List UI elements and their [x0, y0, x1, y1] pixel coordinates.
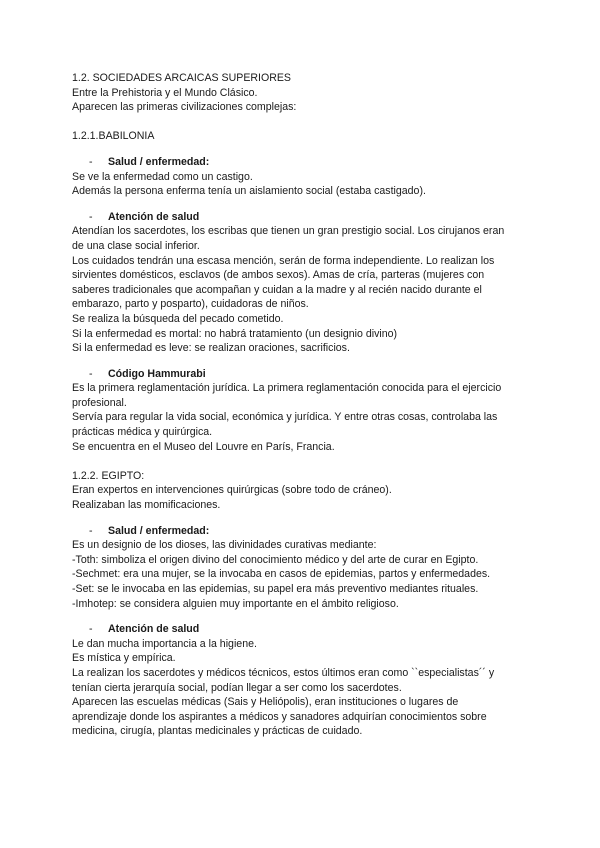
text-line: profesional.: [72, 396, 127, 409]
text-line: Los cuidados tendrán una escasa mención, serán de forma independiente. Lo realizan los: [72, 254, 495, 267]
text-line: Es la primera reglamentación jurídica. La primera reglamentación conocida para el ejercicio: [72, 382, 502, 395]
text-line: Se ve la enfermedad como un castigo.: [72, 170, 253, 183]
text-line: de una clase social inferior.: [72, 239, 200, 252]
subsection-title-babilonia: 1.2.1.BABILONIA: [72, 130, 155, 143]
text-line: Es mística y empírica.: [72, 652, 176, 665]
document-page: [72, 71, 532, 739]
bullet-dash: -: [89, 155, 93, 168]
text-line: Además la persona enferma tenía un aislamiento social (estaba castigado).: [72, 185, 426, 198]
text-line: sirvientes domésticos, esclavos (de ambos sexos). Amas de cría, parteras (mujeres con: [72, 269, 485, 282]
bullet-dash: -: [89, 524, 93, 537]
text-line: embarazo, parto y posparto), cuidadoras de niños.: [72, 298, 309, 311]
heading-text: Atención de salud: [108, 210, 200, 223]
text-line: prácticas médica y quirúrgica.: [72, 426, 213, 439]
bullet-heading-codigo: [72, 367, 532, 382]
text-line: medicina, cirugía, plantas medicinales y prácticas de cuidado.: [72, 725, 363, 738]
section-title: 1.2. SOCIEDADES ARCAICAS SUPERIORES: [72, 72, 292, 84]
paragraph-block: [72, 381, 532, 454]
heading-text: Atención de salud: [108, 623, 200, 636]
heading-text: Salud / enfermedad:: [108, 524, 210, 537]
bullet-heading-salud: [72, 155, 532, 170]
intro-text: Aparecen las primeras civilizaciones complejas:: [72, 101, 297, 114]
text-line: -Sechmet: era una mujer, se la invocaba en casos de epidemias, partos y enfermedades.: [72, 568, 491, 581]
paragraph-block: [72, 224, 532, 355]
text-line: -Toth: simboliza el origen divino del conocimiento médico y del arte de curar en Egipto.: [72, 553, 479, 566]
heading-text: Salud / enfermedad:: [108, 155, 210, 168]
bullet-heading-salud: [72, 524, 532, 539]
text-line: -Set: se le invocaba en las epidemias, su papel era más preventivo mediantes rituales.: [72, 583, 479, 595]
bullet-heading-atencion: [72, 210, 532, 225]
paragraph-block: [72, 538, 532, 611]
text-line: Atendían los sacerdotes, los escribas que tienen un gran prestigio social. Los cirujanos eran: [72, 225, 505, 238]
text-line: Se realiza la búsqueda del pecado cometido.: [72, 312, 284, 325]
text-line: Si la enfermedad es mortal: no habrá tratamiento (un designio divino): [72, 327, 398, 340]
text-line: -Imhotep: se considera alguien muy importante en el ámbito religioso.: [72, 597, 399, 610]
text-line: aprendizaje donde los aspirantes a médicos y sanadores adquirían conocimientos sobre: [72, 710, 487, 723]
text-line: saberes tradicionales que acompañan y cuidan a la madre y al recién nacido durante el: [72, 283, 482, 296]
text-line: Si la enfermedad es leve: se realizan oraciones, sacrificios.: [72, 342, 350, 355]
heading-text: Código Hammurabi: [108, 367, 206, 380]
intro-text: Eran expertos en intervenciones quirúrgicas (sobre todo de cráneo).: [72, 484, 392, 497]
bullet-dash: -: [89, 367, 93, 380]
intro-text: Realizaban las momificaciones.: [72, 499, 221, 512]
paragraph-block: [72, 170, 532, 199]
text-line: Se encuentra en el Museo del Louvre en París, Francia.: [72, 440, 335, 453]
bullet-dash: -: [89, 623, 93, 636]
text-line: La realizan los sacerdotes y médicos técnicos, estos últimos eran como ``especialistas´´ y: [72, 666, 495, 679]
text-line: tenían cierta jerarquía social, podían llegar a ser como los sacerdotes.: [72, 681, 402, 694]
text-line: Es un designio de los dioses, las divinidades curativas mediante:: [72, 539, 377, 552]
bullet-dash: -: [89, 210, 93, 223]
paragraph-block: [72, 637, 532, 739]
subsection-title-egipto: 1.2.2. EGIPTO:: [72, 469, 145, 482]
text-line: Le dan mucha importancia a la higiene.: [72, 637, 257, 650]
intro-text: Entre la Prehistoria y el Mundo Clásico.: [72, 86, 258, 99]
bullet-heading-atencion: [72, 622, 532, 637]
text-line: Aparecen las escuelas médicas (Sais y Heliópolis), eran instituciones o lugares de: [72, 696, 459, 709]
text-line: Servía para regular la vida social, económica y jurídica. Y entre otras cosas, controlaba las: [72, 411, 498, 424]
